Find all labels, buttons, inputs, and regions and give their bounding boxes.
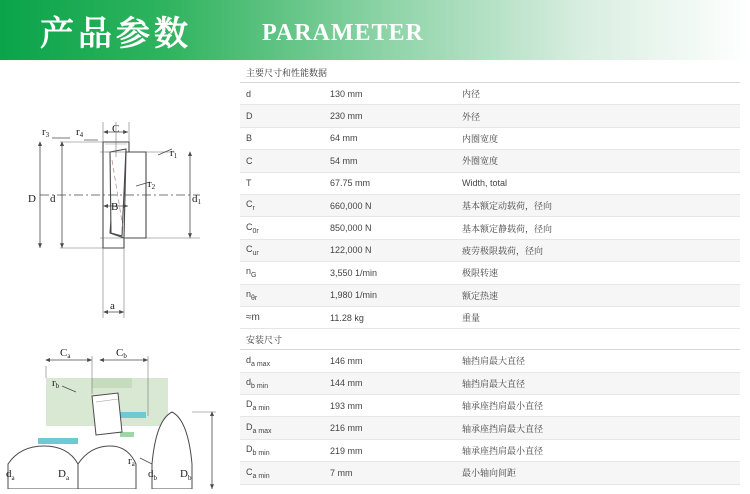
table-row xyxy=(240,284,740,306)
table-row xyxy=(240,172,740,194)
row-description: 轴挡肩最大直径 xyxy=(456,350,740,372)
table-row xyxy=(240,306,740,328)
row-description: 基本额定静载荷，径向 xyxy=(456,217,740,239)
row-description: 外径 xyxy=(456,105,740,127)
svg-text:d1: d1 xyxy=(192,193,201,206)
row-value: 1,980 1/min xyxy=(324,284,456,306)
svg-text:D: D xyxy=(28,193,36,205)
row-value: 146 mm xyxy=(324,350,456,372)
section-title-main: 主要尺寸和性能数据 xyxy=(240,62,740,83)
row-description: 内圈宽度 xyxy=(456,127,740,149)
svg-text:B: B xyxy=(111,201,119,213)
parameter-table-wrap xyxy=(240,62,740,485)
table-row xyxy=(240,217,740,239)
row-value: 193 mm xyxy=(324,395,456,417)
row-description: 轴承座挡肩最大直径 xyxy=(456,417,740,439)
table-row xyxy=(240,350,740,372)
row-symbol: $C_r$ xyxy=(240,194,324,216)
row-symbol: D xyxy=(240,105,324,127)
table-row xyxy=(240,417,740,439)
row-description: 极限转速 xyxy=(456,262,740,284)
label-Db: $D_b$ xyxy=(180,468,192,483)
row-symbol: $D_{a max}$ xyxy=(240,417,324,439)
svg-text:r1: r1 xyxy=(170,147,178,160)
row-symbol: $n_{\theta r}$ xyxy=(240,284,324,306)
row-symbol: $D_{a min}$ xyxy=(240,395,324,417)
row-symbol: C xyxy=(240,150,324,172)
row-symbol: $n_G$ xyxy=(240,262,324,284)
row-description: 重量 xyxy=(456,306,740,328)
table-row xyxy=(240,395,740,417)
row-value: 7 mm xyxy=(324,462,456,484)
svg-text:r2: r2 xyxy=(148,178,156,191)
row-description: 轴挡肩最大直径 xyxy=(456,372,740,394)
svg-text:Cb: Cb xyxy=(116,347,127,360)
label-da: $d_a$ xyxy=(6,468,15,483)
table-row xyxy=(240,439,740,461)
row-symbol: ≈m xyxy=(240,306,324,328)
shoulder-strip-2 xyxy=(38,438,78,444)
svg-text:a: a xyxy=(110,300,115,312)
table-row xyxy=(240,194,740,216)
row-value: 54 mm xyxy=(324,150,456,172)
table-row xyxy=(240,372,740,394)
row-value: 130 mm xyxy=(324,83,456,105)
row-value: 3,550 1/min xyxy=(324,262,456,284)
table-row xyxy=(240,83,740,105)
row-value: 67.75 mm xyxy=(324,172,456,194)
row-value: 219 mm xyxy=(324,439,456,461)
row-value: 144 mm xyxy=(324,372,456,394)
row-symbol: T xyxy=(240,172,324,194)
row-description: 轴承座挡肩最小直径 xyxy=(456,395,740,417)
label-db: $d_b$ xyxy=(148,468,157,483)
row-value: 64 mm xyxy=(324,127,456,149)
row-value: 11.28 kg xyxy=(324,306,456,328)
table-row xyxy=(240,262,740,284)
row-symbol: $C_{0r}$ xyxy=(240,217,324,239)
svg-text:rb: rb xyxy=(52,377,60,390)
svg-text:d: d xyxy=(50,193,56,205)
label-Da: $D_a$ xyxy=(58,468,70,483)
bearing-drawing-svg xyxy=(0,60,232,489)
table-row xyxy=(240,127,740,149)
svg-text:C: C xyxy=(112,123,120,135)
table-row xyxy=(240,239,740,261)
row-symbol: $d_{a max}$ xyxy=(240,350,324,372)
row-value: 122,000 N xyxy=(324,239,456,261)
row-value: 850,000 N xyxy=(324,217,456,239)
row-symbol: B xyxy=(240,127,324,149)
row-description: 基本额定动载荷，径向 xyxy=(456,194,740,216)
svg-text:ra: ra xyxy=(128,455,135,468)
section-title-mounting: 安装尺寸 xyxy=(240,329,740,350)
table-row xyxy=(240,105,740,127)
table-row xyxy=(240,462,740,484)
row-symbol: $d_{b min}$ xyxy=(240,372,324,394)
page-title: 产品参数 xyxy=(40,14,192,54)
parameter-table xyxy=(240,62,740,485)
row-description: 最小轴向间距 xyxy=(456,462,740,484)
table-row xyxy=(240,150,740,172)
svg-text:r3: r3 xyxy=(42,126,50,139)
table-section-header xyxy=(240,62,740,83)
svg-text:r4: r4 xyxy=(76,126,84,139)
row-description: 轴承座挡肩最小直径 xyxy=(456,439,740,461)
row-symbol: $D_{b min}$ xyxy=(240,439,324,461)
row-symbol: d xyxy=(240,83,324,105)
technical-drawings xyxy=(0,60,232,489)
table-section-header-2 xyxy=(240,329,740,350)
page-header xyxy=(0,0,750,60)
shoulder-strip-1 xyxy=(120,412,146,418)
row-value: 660,000 N xyxy=(324,194,456,216)
row-description: 额定热速 xyxy=(456,284,740,306)
row-description: 外圈宽度 xyxy=(456,150,740,172)
row-symbol: $C_{ur}$ xyxy=(240,239,324,261)
row-description: 内径 xyxy=(456,83,740,105)
row-symbol: $C_{a min}$ xyxy=(240,462,324,484)
row-description: 疲劳极限载荷，径向 xyxy=(456,239,740,261)
svg-text:Ca: Ca xyxy=(60,347,71,360)
row-value: 216 mm xyxy=(324,417,456,439)
row-description: Width, total xyxy=(456,172,740,194)
page-subtitle: PARAMETER xyxy=(262,20,424,46)
row-value: 230 mm xyxy=(324,105,456,127)
